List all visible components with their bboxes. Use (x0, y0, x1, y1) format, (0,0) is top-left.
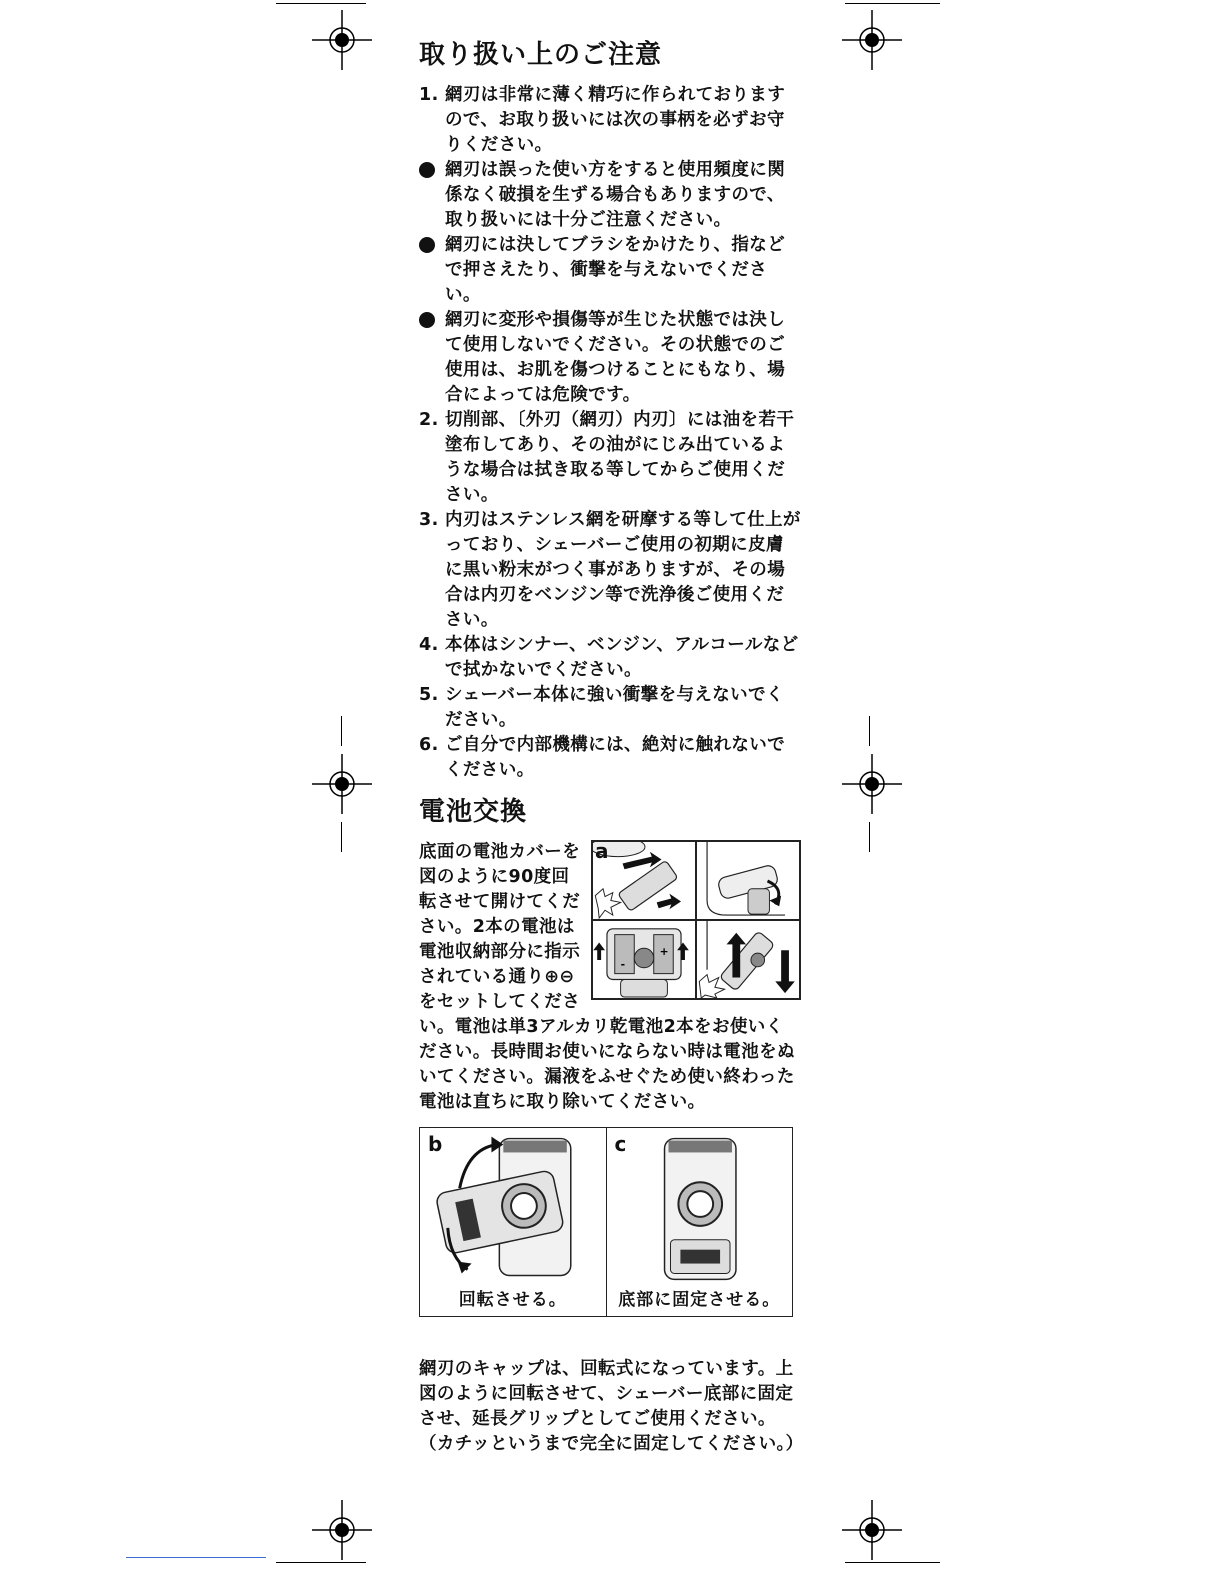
figure-b-label: b (428, 1132, 443, 1157)
item-number: 4. (419, 635, 439, 656)
item-number: 5. (419, 685, 439, 706)
figure-c (606, 1128, 793, 1316)
item-text: 本体はシンナー、ベンジン、アルコールなどで拭かないでください。 (445, 635, 799, 681)
bullet-icon (419, 308, 445, 336)
item-number: 1. (419, 85, 439, 106)
list-item (419, 158, 801, 233)
figure-c-label: c (614, 1132, 627, 1157)
registration-mark-icon (842, 1500, 902, 1560)
item-text: 網刃には決してブラシをかけたり、指などで押さえたり、衝撃を与えないでください。 (445, 235, 786, 306)
figure-a (591, 840, 801, 1000)
registration-mark-icon (842, 10, 902, 70)
shaver-fixed-cap-illustration (607, 1128, 793, 1288)
item-number: 6. (419, 735, 439, 756)
figure-b-caption: 回転させる。 (458, 1290, 567, 1311)
list-item (419, 408, 801, 508)
crop-line (276, 1562, 366, 1563)
bullet-icon (419, 158, 445, 186)
registration-mark-icon (312, 1500, 372, 1560)
list-item (419, 83, 801, 158)
svg-text:+: + (659, 945, 669, 959)
svg-text:-: - (620, 958, 626, 972)
figure-b (420, 1128, 606, 1316)
page-content (419, 40, 804, 1457)
battery-cover-rotate-illustration (697, 842, 799, 919)
crop-line (845, 3, 940, 4)
cap-paragraph: 網刃のキャップは、回転式になっています。上図のように回転させて、シェーバー底部に固定させ、延長グリップとしてご使用ください。（カチッというまで完全に固定してください。） (419, 1359, 804, 1455)
figure-a-panel (592, 920, 696, 999)
figure-a-panel (696, 841, 800, 920)
figure-c-caption: 底部に固定させる。 (618, 1290, 781, 1311)
crop-line (869, 716, 870, 746)
registration-mark-icon (842, 754, 902, 814)
list-item (419, 233, 801, 308)
list-item (419, 683, 801, 733)
handling-list (419, 83, 801, 783)
section-title-handling: 取り扱い上のご注意 (419, 40, 663, 70)
crop-line (276, 3, 366, 4)
figure-a-panel (696, 920, 800, 999)
section-title-battery: 電池交換 (419, 797, 528, 828)
item-text: 内刃はステンレス網を研摩する等して仕上がっており、シェーバーご使用の初期に皮膚に黒い粉末がつく事がありますが、その場合は内刃をベンジン等で洗浄後ご使用ください。 (445, 510, 801, 631)
list-item (419, 308, 801, 408)
item-number: 3. (419, 510, 439, 531)
crop-line-blue (126, 1557, 266, 1558)
item-text: 切削部、〔外刃（網刃）内刃〕には油を若干塗布してあり、その油がにじみ出ているような場合は拭き取る等してからご使用ください。 (445, 410, 795, 506)
list-item (419, 508, 801, 633)
figure-a-label: a (595, 839, 609, 864)
battery-cover-close-illustration (697, 921, 799, 998)
crop-line (341, 716, 342, 746)
crop-line (869, 822, 870, 852)
list-item (419, 733, 801, 783)
item-text: 網刃に変形や損傷等が生じた状態では決して使用しないでください。その状態でのご使用は、お肌を傷つけることにもなり、場合によっては危険です。 (445, 310, 786, 406)
item-number: 2. (419, 410, 439, 431)
battery-section (419, 840, 801, 1115)
registration-mark-icon (312, 10, 372, 70)
battery-paragraph: 底面の電池カバーを図のように90度回転させて開けてください。2本の電池は電池収納部分に指示されている通り⊕⊖をセットしてください。電池は単3アルカリ乾電池2本をお使いください。長時間お使いにならない時は電池をぬいてください。漏液をふせぐため使い終わった電池は直ちに取り除いてください。 (419, 842, 795, 1113)
item-text: 網刃は誤った使い方をすると使用頻度に関係なく破損を生ずる場合もありますので、取り扱いには十分ご注意ください。 (445, 160, 786, 231)
list-item (419, 633, 801, 683)
item-text: シェーバー本体に強い衝撃を与えないでください。 (445, 685, 784, 731)
crop-line (845, 1562, 940, 1563)
figures-bc (419, 1127, 793, 1317)
item-text: 網刃は非常に薄く精巧に作られておりますので、お取り扱いには次の事柄を必ずお守りください。 (445, 85, 786, 156)
battery-insert-illustration (593, 921, 695, 998)
bullet-icon (419, 233, 445, 261)
registration-mark-icon (312, 754, 372, 814)
shaver-rotate-cap-illustration (420, 1128, 606, 1288)
item-text: ご自分で内部機構には、絶対に触れないでください。 (445, 735, 786, 781)
crop-line (341, 822, 342, 852)
